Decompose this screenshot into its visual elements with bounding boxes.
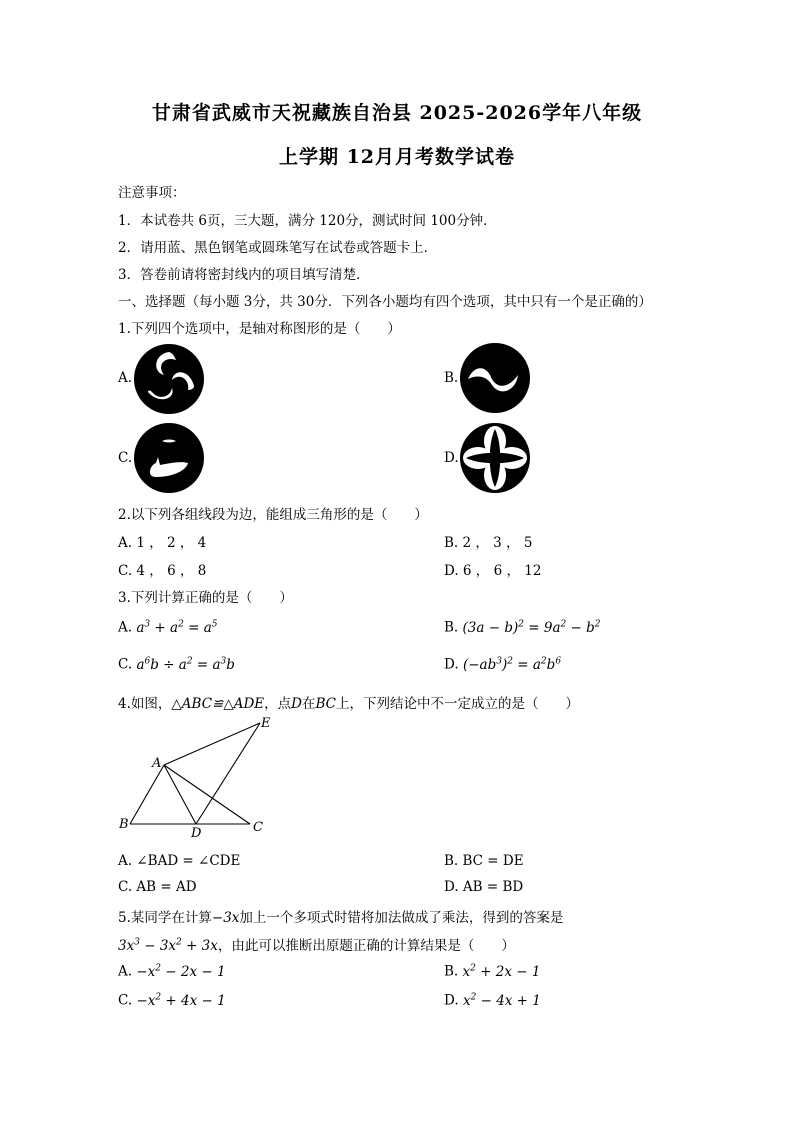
- q1-option-c-label: C.: [118, 450, 133, 466]
- exam-title-line1: 甘肃省武威市天祝藏族自治县 2025-2026学年八年级: [151, 102, 643, 124]
- q3-option-d-expression: $(-ab^3)^2 = a^2b^6$: [462, 656, 562, 673]
- q4-stem: 4.如图，△ABC≌△ADE，点D在BC上，下列结论中不一定成立的是（ ）: [118, 696, 579, 712]
- q5-option-d-expression: $x^2 - 4x + 1$: [462, 992, 541, 1009]
- q2-option-a: A. 1 ， 2 ， 4: [118, 535, 207, 551]
- note-item-1: 1．本试卷共 6页，三大题，满分 120分，测试时间 100分钟．: [118, 213, 497, 229]
- figure-label-c: C: [253, 820, 263, 835]
- q3-option-c: [118, 656, 235, 673]
- q3-option-a-expression: $a^3 + a^2 = a^5$: [136, 619, 218, 636]
- q5-option-d: [444, 992, 541, 1009]
- triskele-circle-icon: [132, 342, 206, 416]
- q5-option-c: [118, 992, 226, 1009]
- q3-option-d: [444, 656, 561, 673]
- q4-option-b: B. BC = DE: [444, 853, 524, 869]
- q3-option-b-label: B.: [444, 619, 459, 636]
- q5-option-a-expression: $-x^2 - 2x - 1$: [136, 963, 226, 980]
- drop-circle-icon: [132, 421, 206, 495]
- q3-option-b: [444, 619, 601, 636]
- q3-stem: 3.下列计算正确的是（ ）: [118, 590, 293, 606]
- q3-option-c-label: C.: [118, 656, 133, 673]
- q5-stem: 5.某同学在计算−3x加上一个多项式时错将加法做成了乘法，得到的答案是: [118, 910, 564, 926]
- q5-option-c-label: C.: [118, 992, 133, 1009]
- q4-option-d: D. AB = BD: [444, 879, 524, 895]
- q2-option-b: B. 2 ， 3 ， 5: [444, 535, 533, 551]
- q4-triangle-figure: [118, 715, 278, 840]
- figure-label-d: D: [191, 826, 202, 841]
- q5-term: −3x: [211, 910, 240, 926]
- q5-option-c-expression: $-x^2 + 4x - 1$: [136, 992, 226, 1009]
- figure-label-e: E: [261, 716, 271, 731]
- note-item-3: 3．答卷前请将密封线内的项目填写清楚．: [118, 267, 370, 283]
- q4-congruence: △ABC≌△ADE: [171, 696, 265, 712]
- wave-circle-icon: [458, 341, 532, 415]
- q5-option-b-expression: $x^2 + 2x - 1$: [462, 963, 541, 980]
- q3-option-a-label: A.: [118, 619, 133, 636]
- q4-option-a: A. ∠BAD = ∠CDE: [118, 853, 241, 869]
- section1-heading: 一、选择题（每小题 3分，共 30分．下列各小题均有四个选项，其中只有一个是正确的）: [118, 294, 652, 310]
- exam-title-line2: 上学期 12月月考数学试卷: [278, 146, 516, 168]
- q3-option-c-expression: $a^6b \div a^2 = a^3b$: [136, 656, 235, 673]
- q3-option-a: [118, 619, 218, 636]
- q1-option-d-label: D.: [444, 450, 459, 466]
- q5-option-b: [444, 963, 540, 980]
- q2-stem: 2.以下列各组线段为边，能组成三角形的是（ ）: [118, 507, 428, 523]
- notes-heading: 注意事项：: [118, 185, 186, 201]
- q1-stem: 1.下列四个选项中，是轴对称图形的是（ ）: [118, 321, 401, 337]
- note-item-2: 2．请用蓝、黑色钢笔或圆珠笔写在试卷或答题卡上．: [118, 240, 438, 256]
- q3-option-d-label: D.: [444, 656, 459, 673]
- q5-stem-line2: $3x^3 - 3x^2 + 3x$，由此可以推断出原题正确的计算结果是（ ）: [118, 937, 515, 954]
- q5-option-a: [118, 963, 226, 980]
- q1-option-a-label: A.: [118, 370, 133, 386]
- q2-option-c: C. 4 ， 6 ， 8: [118, 563, 207, 579]
- q2-option-d: D. 6 ， 6 ， 12: [444, 563, 542, 579]
- q4-option-c: C. AB = AD: [118, 879, 197, 895]
- q3-option-b-expression: $(3a - b)^2 = 9a^2 - b^2$: [462, 619, 601, 636]
- q5-product-expression: $3x^3 - 3x^2 + 3x$: [118, 937, 218, 954]
- q5-option-a-label: A.: [118, 963, 133, 980]
- q1-option-b-label: B.: [444, 370, 459, 386]
- figure-label-b: B: [119, 817, 129, 832]
- q5-option-b-label: B.: [444, 963, 459, 980]
- figure-label-a: A: [152, 756, 162, 771]
- clover-circle-icon: [458, 421, 532, 495]
- q5-option-d-label: D.: [444, 992, 459, 1009]
